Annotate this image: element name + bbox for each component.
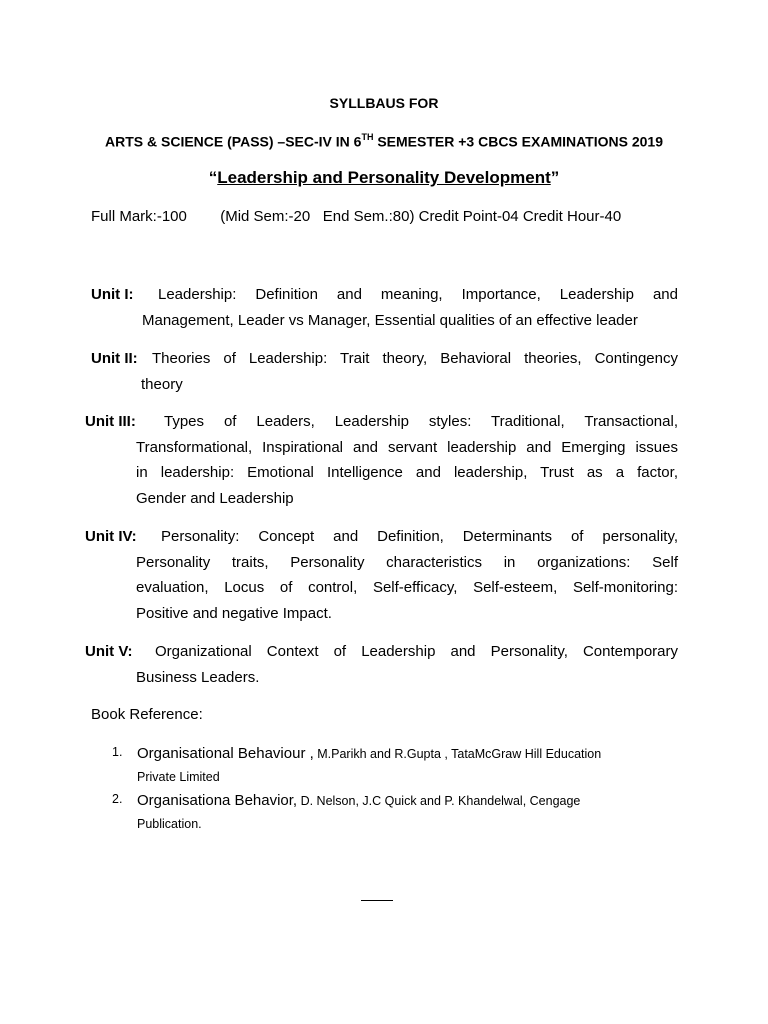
- syllabus-heading: SYLLBAUS FOR: [329, 95, 439, 111]
- unit-2-label: Unit II:: [91, 350, 138, 367]
- reference-number: 1.: [112, 745, 123, 759]
- unit-2-line-1: Theories of Leadership: Trait theory, Behavioral theories, Contingency: [152, 350, 678, 367]
- unit-5-label: Unit V:: [85, 643, 133, 660]
- reference-title: Organisational Behaviour ,: [137, 745, 314, 762]
- unit-3-line-1: Types of Leaders, Leadership styles: Traditional, Transactional,: [164, 413, 678, 430]
- unit-1-line-2: Management, Leader vs Manager, Essential qualities of an effective leader: [142, 311, 638, 329]
- unit-5-line-1: Organizational Context of Leadership and Personality, Contemporary: [155, 643, 678, 660]
- unit-1-label: Unit I:: [91, 286, 134, 303]
- title-text: Leadership and Personality Development: [217, 168, 551, 187]
- unit-1-line-1: Leadership: Definition and meaning, Importance, Leadership and: [158, 286, 678, 303]
- unit-3-line-4: Gender and Leadership: [136, 489, 294, 507]
- exam-heading-pre: ARTS & SCIENCE (PASS) –SEC-IV IN 6: [105, 133, 362, 150]
- unit-3-label: Unit III:: [85, 413, 136, 430]
- reference-title: Organisationa Behavior,: [137, 792, 298, 809]
- marks-line: Full Mark:-100 (Mid Sem:-20 End Sem.:80) Credit Point-04 Credit Hour-40: [91, 208, 622, 225]
- reference-authors: D. Nelson, J.C Quick and P. Khandelwal, Cengage: [297, 794, 581, 808]
- exam-heading: [0, 133, 768, 150]
- reference-number: 2.: [112, 792, 123, 806]
- reference-authors: M.Parikh and R.Gupta , TataMcGraw Hill Education: [313, 747, 602, 761]
- reference-publisher: Private Limited: [137, 770, 220, 784]
- title-close-quote: ”: [550, 168, 560, 187]
- title-open-quote: “: [208, 168, 218, 187]
- unit-3-line-2: Transformational, Inspirational and servant leadership and Emerging issues: [136, 438, 678, 456]
- unit-4-line-2: Personality traits, Personality characteristics in organizations: Self: [136, 553, 678, 571]
- unit-4-label: Unit IV:: [85, 528, 137, 545]
- exam-heading-sup: TH: [361, 132, 374, 142]
- unit-4-line-1: Personality: Concept and Definition, Determinants of personality,: [161, 528, 678, 545]
- unit-4-line-4: Positive and negative Impact.: [136, 604, 332, 622]
- course-title: [0, 168, 768, 188]
- unit-4-line-3: evaluation, Locus of control, Self-efficacy, Self-esteem, Self-monitoring:: [136, 579, 678, 596]
- reference-publisher: Publication.: [137, 817, 202, 831]
- end-divider: [361, 900, 393, 901]
- book-reference-heading: Book Reference:: [91, 706, 203, 723]
- unit-3-line-3: in leadership: Emotional Intelligence and leadership, Trust as a factor,: [136, 464, 678, 481]
- unit-5-line-2: Business Leaders.: [136, 668, 260, 686]
- unit-2-line-2: theory: [141, 375, 183, 393]
- exam-heading-post: SEMESTER +3 CBCS EXAMINATIONS 2019: [373, 133, 663, 150]
